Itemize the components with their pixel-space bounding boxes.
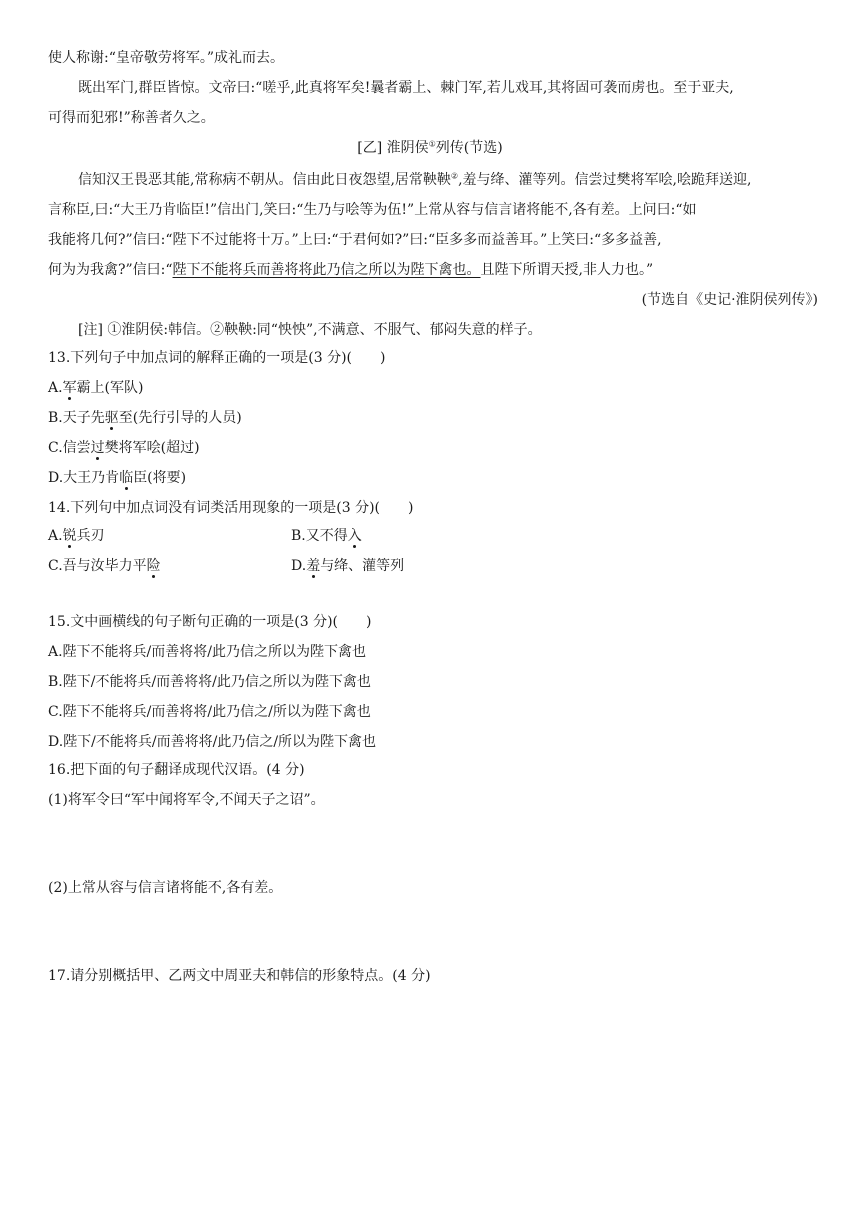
option-text: B.又不得 (291, 528, 348, 544)
question-stem: 17.请分别概括甲、乙两文中周亚夫和韩信的形象特点。(4 分) (48, 968, 431, 984)
passage-yi-line-4 (48, 260, 818, 280)
q14-options-row-1 (48, 526, 818, 546)
question-stem: 14.下列句中加点词没有词类活用现象的一项是(3 分)( ) (48, 500, 414, 516)
passage-text: 何为为我禽?”信曰:“ (48, 262, 173, 278)
q15-stem (48, 612, 818, 632)
option-text: 霸上(军队) (76, 380, 144, 396)
q14-option-b (291, 526, 362, 546)
passage-text: ,羞与绛、灌等列。信尝过樊将军哙,哙跪拜送迎, (458, 172, 752, 188)
passage-yi-line-1 (78, 170, 818, 190)
q16-stem (48, 760, 818, 780)
footnote-marker: ② (450, 171, 459, 181)
passage-text: 且陛下所谓天授,非人力也。” (480, 262, 654, 278)
dotted-word: 军 (62, 380, 77, 396)
q13-option-c (48, 438, 818, 458)
option-text: 兵刃 (76, 528, 105, 544)
q15-option-d (48, 732, 818, 752)
option-text: 臣(将要) (133, 470, 187, 486)
q14-option-d (291, 556, 404, 576)
q14-option-a (48, 528, 105, 544)
option-text: A. (48, 528, 63, 544)
option-text: A.陛下不能将兵/而善将将/此乃信之所以为陛下禽也 (48, 644, 366, 660)
q15-option-a (48, 642, 818, 662)
q14-option-c (48, 558, 161, 574)
passage-yi-title (0, 138, 860, 158)
dotted-word: 羞 (306, 558, 321, 574)
option-text: D.大王乃肯 (48, 470, 120, 486)
q15-option-b (48, 672, 818, 692)
source-text: (节选自《史记·淮阴侯列传》) (641, 292, 818, 308)
option-text: B.天子先 (48, 410, 105, 426)
option-text: 与绛、灌等列 (320, 558, 405, 574)
q13-option-a (48, 378, 818, 398)
dotted-word: 入 (347, 528, 362, 544)
option-text: 至(先行引导的人员) (118, 410, 242, 426)
title-text: [乙] 淮阴侯 (357, 140, 429, 156)
passage-jia-line-2 (78, 78, 818, 98)
option-text: D. (291, 558, 307, 574)
title-text: 列传(节选) (435, 140, 503, 156)
passage-text: 使人称谢:“皇帝敬劳将军。”成礼而去。 (48, 50, 285, 66)
question-stem: 13.下列句子中加点词的解释正确的一项是(3 分)( ) (48, 350, 386, 366)
dotted-word: 临 (119, 470, 134, 486)
q15-option-c (48, 702, 818, 722)
option-text: C.信尝 (48, 440, 91, 456)
dotted-word: 锐 (62, 528, 77, 544)
passage-source (48, 290, 818, 310)
option-text: A. (48, 380, 63, 396)
translate-sentence: (2)上常从容与信言诸将能不,各有差。 (48, 880, 283, 896)
q14-stem (48, 498, 818, 518)
dotted-word: 过 (90, 440, 105, 456)
passage-note (78, 320, 818, 340)
option-text: C.吾与汝毕力平 (48, 558, 147, 574)
passage-text: 言称臣,曰:“大王乃肯临臣!”信出门,笑曰:“生乃与哙等为伍!”上常从容与信言诸将能不,各有差。上问曰:“如 (48, 202, 697, 218)
q16-sentence-1 (48, 790, 818, 810)
q17-stem (48, 966, 818, 986)
passage-jia-line-3 (48, 108, 818, 128)
question-stem: 16.把下面的句子翻译成现代汉语。(4 分) (48, 762, 305, 778)
note-text: [注] ①淮阴侯:韩信。②鞅鞅:同“怏怏”,不满意、不服气、郁闷失意的样子。 (78, 322, 542, 338)
dotted-word: 驱 (104, 410, 119, 426)
option-text: D.陛下/不能将兵/而善将将/此乃信之/所以为陛下禽也 (48, 734, 377, 750)
passage-text: 信知汉王畏恶其能,常称病不朝从。信由此日夜怨望,居常鞅鞅 (78, 172, 451, 188)
passage-yi-line-2 (48, 200, 818, 220)
passage-jia-line-1 (48, 48, 818, 68)
passage-yi-line-3 (48, 230, 818, 250)
footnote-marker: ① (428, 139, 436, 149)
q13-option-b (48, 408, 818, 428)
q13-option-d (48, 468, 818, 488)
dotted-word: 险 (146, 558, 161, 574)
passage-text: 可得而犯邪!”称善者久之。 (48, 110, 215, 126)
option-text: B.陛下/不能将兵/而善将将/此乃信之所以为陛下禽也 (48, 674, 371, 690)
passage-text: 我能将几何?”信曰:“陛下不过能将十万。”上曰:“于君何如?”曰:“臣多多而益善耳。”上笑曰:“多多益善, (48, 232, 662, 248)
option-text: C.陛下不能将兵/而善将将/此乃信之/所以为陛下禽也 (48, 704, 371, 720)
option-text: 樊将军哙(超过) (104, 440, 200, 456)
question-stem: 15.文中画横线的句子断句正确的一项是(3 分)( ) (48, 614, 372, 630)
q13-stem (48, 348, 818, 368)
underlined-sentence: 陛下不能将兵而善将将此乃信之所以为陛下禽也。 (172, 262, 481, 278)
translate-sentence: (1)将军令曰“军中闻将军令,不闻天子之诏”。 (48, 792, 325, 808)
q16-sentence-2 (48, 878, 818, 898)
passage-text: 既出军门,群臣皆惊。文帝曰:“嗟乎,此真将军矣!曩者霸上、棘门军,若儿戏耳,其将固可袭而虏也。至于亚夫, (78, 80, 734, 96)
q14-options-row-2 (48, 556, 818, 576)
